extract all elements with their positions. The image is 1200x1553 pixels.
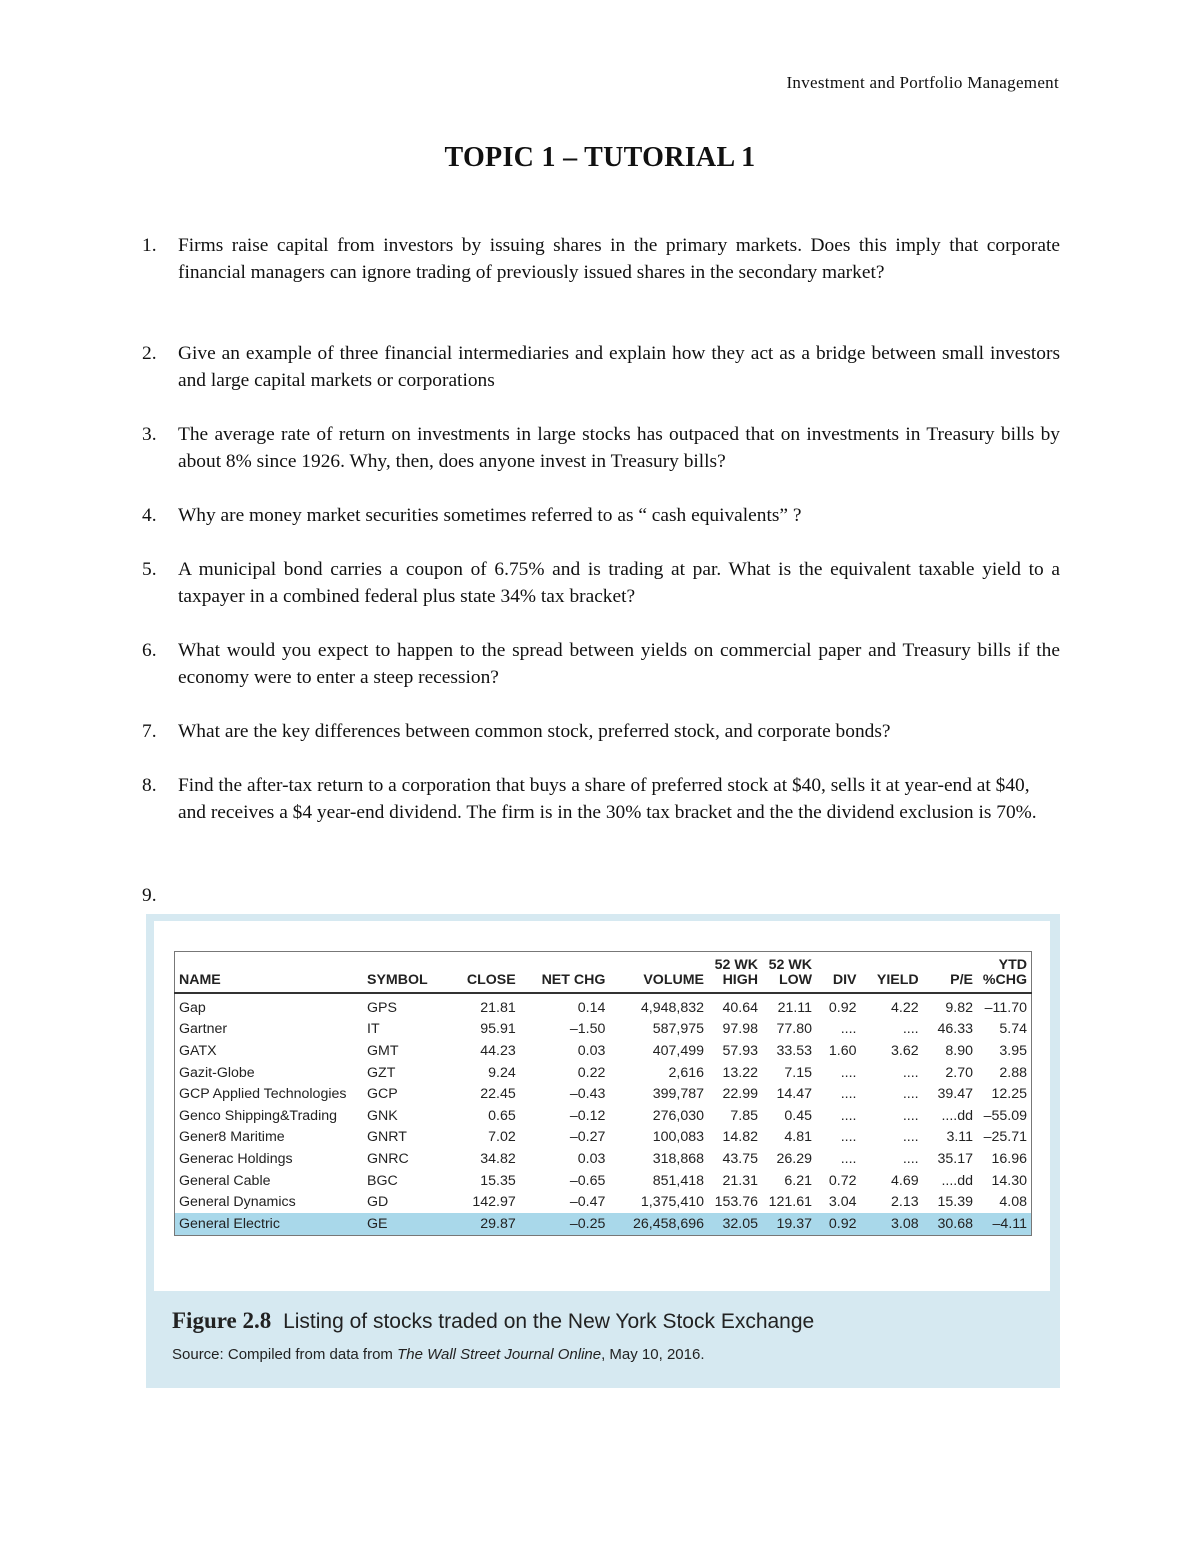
figure-caption [172, 1308, 814, 1363]
column-header: 52 WK HIGH [708, 952, 762, 994]
volume-cell: 407,499 [652, 1042, 705, 1059]
table-row [175, 993, 1032, 1019]
caption-source-line [172, 1346, 814, 1363]
dividend-cell: .... [840, 1129, 857, 1146]
question-number: 9. [142, 885, 157, 906]
table-row [175, 1191, 1032, 1213]
low-52wk-cell: 77.80 [776, 1021, 813, 1038]
ytd-change-cell: 16.96 [991, 1150, 1027, 1167]
column-header: 52 WK LOW [762, 952, 816, 994]
yield-cell: .... [902, 1086, 919, 1103]
volume-cell: 1,375,410 [640, 1194, 705, 1211]
question-item [142, 502, 1060, 556]
dividend-cell: 3.04 [828, 1194, 857, 1211]
column-header: P/E [923, 952, 977, 994]
dividend-cell: .... [840, 1107, 857, 1124]
close-cell: 21.81 [480, 999, 516, 1016]
column-header: NAME [175, 952, 364, 994]
column-header: VOLUME [609, 952, 708, 994]
close-cell: 22.45 [480, 1086, 516, 1103]
net-change-cell: –0.47 [569, 1194, 606, 1211]
low-52wk-cell: 33.53 [776, 1042, 813, 1059]
symbol-cell: GNK [367, 1107, 398, 1124]
question-item [142, 421, 1060, 502]
source-suffix: , May 10, 2016. [601, 1346, 705, 1363]
symbol-cell: GNRC [367, 1150, 409, 1167]
dividend-cell: 1.60 [828, 1042, 857, 1059]
yield-cell: .... [902, 1021, 919, 1038]
low-52wk-cell: 26.29 [776, 1150, 813, 1167]
close-cell: 34.82 [480, 1150, 516, 1167]
symbol-cell: GE [363, 1213, 449, 1235]
ytd-change-cell: –55.09 [983, 1107, 1027, 1124]
caption-title-line [172, 1308, 814, 1334]
dividend-cell: .... [840, 1150, 857, 1167]
ytd-change-cell: 2.88 [999, 1064, 1027, 1081]
net-change-cell: –0.25 [520, 1213, 610, 1235]
dividend-cell: .... [840, 1064, 857, 1081]
column-header: YIELD [861, 952, 923, 994]
pe-cell: 39.47 [937, 1086, 973, 1103]
question-text: Give an example of three financial intermediaries and explain how they act as a bridge between small investors and large capital markets or corporations [178, 343, 1060, 391]
symbol-cell: GD [367, 1194, 389, 1211]
table-row [175, 1170, 1032, 1192]
column-header: CLOSE [449, 952, 520, 994]
close-cell: 95.91 [480, 1021, 516, 1038]
pe-cell: ....dd [941, 1107, 973, 1124]
symbol-cell: GZT [367, 1064, 396, 1081]
pe-cell: 3.11 [946, 1129, 973, 1146]
question-item [142, 718, 1060, 772]
pe-cell: 15.39 [937, 1194, 973, 1211]
question-text: What would you expect to happen to the spread between yields on commercial paper and Treasury bills if the economy were to enter a steep recession? [178, 640, 1060, 688]
page-title: TOPIC 1 – TUTORIAL 1 [444, 142, 756, 173]
net-change-cell: –0.65 [569, 1172, 606, 1189]
source-publication: The Wall Street Journal Online [397, 1346, 602, 1363]
figure-label: Figure 2.8 [172, 1308, 272, 1333]
high-52wk-cell: 22.99 [722, 1086, 759, 1103]
pe-cell: 9.82 [945, 999, 973, 1016]
column-header: DIV [816, 952, 860, 994]
table-row [175, 1105, 1032, 1127]
question-number: 5. [142, 559, 157, 580]
ytd-change-cell: 14.30 [991, 1172, 1027, 1189]
close-cell: 9.24 [488, 1064, 516, 1081]
question-item [142, 340, 1060, 421]
question-item [142, 232, 1060, 340]
low-52wk-cell: 19.37 [762, 1213, 816, 1235]
table-row [175, 1062, 1032, 1084]
pe-cell: 8.90 [945, 1042, 973, 1059]
stock-name-cell: General Dynamics [179, 1194, 296, 1211]
close-cell: 15.35 [480, 1172, 516, 1189]
close-cell: 29.87 [449, 1213, 520, 1235]
symbol-cell: BGC [367, 1172, 398, 1189]
table-row [175, 1127, 1032, 1149]
net-change-cell: 0.14 [577, 999, 606, 1016]
pe-cell: 46.33 [937, 1021, 973, 1038]
question-number: 3. [142, 424, 157, 445]
close-cell: 142.97 [472, 1194, 516, 1211]
stock-name-cell: Gartner [179, 1021, 228, 1038]
ytd-change-cell: –11.70 [984, 999, 1027, 1016]
volume-cell: 100,083 [652, 1129, 705, 1146]
question-text: Find the after-tax return to a corporation that buys a share of preferred stock at $40, sells it at year-end at $40, and receives a $4 year-end dividend. The firm is in the 30% tax bracket and the the dividend exclusion is 70%. [178, 775, 1037, 823]
question-text: What are the key differences between common stock, preferred stock, and corporate bonds? [178, 721, 891, 742]
pe-cell: ....dd [941, 1172, 973, 1189]
net-change-cell: 0.03 [577, 1150, 606, 1167]
dividend-cell: 0.92 [816, 1213, 860, 1235]
table-header-row [175, 952, 1032, 994]
pe-cell: 30.68 [923, 1213, 977, 1235]
net-change-cell: 0.03 [577, 1042, 606, 1059]
high-52wk-cell: 40.64 [722, 999, 759, 1016]
table-row [175, 1213, 1032, 1235]
figure-title: Listing of stocks traded on the New York Stock Exchange [283, 1310, 815, 1333]
stock-name-cell: Gazit-Globe [179, 1064, 255, 1081]
symbol-cell: IT [367, 1021, 380, 1038]
volume-cell: 587,975 [652, 1021, 705, 1038]
question-number: 8. [142, 775, 157, 796]
stock-name-cell: Gener8 Maritime [179, 1129, 285, 1146]
low-52wk-cell: 0.45 [784, 1107, 813, 1124]
table-row [175, 1019, 1032, 1041]
pe-cell: 2.70 [945, 1064, 973, 1081]
symbol-cell: GNRT [367, 1129, 407, 1146]
ytd-change-cell: –25.71 [983, 1129, 1027, 1146]
close-cell: 0.65 [488, 1107, 516, 1124]
dividend-cell: 0.72 [828, 1172, 857, 1189]
yield-cell: .... [902, 1129, 919, 1146]
question-text: The average rate of return on investments in large stocks has outpaced that on investments in Treasury bills by about 8% since 1926. Why, then, does anyone invest in Treasury bills? [178, 424, 1060, 472]
question-item [142, 772, 1060, 826]
high-52wk-cell: 97.98 [722, 1021, 759, 1038]
question-number: 7. [142, 721, 157, 742]
yield-cell: 4.22 [891, 999, 919, 1016]
pe-cell: 35.17 [937, 1150, 973, 1167]
column-header: YTD %CHG [977, 952, 1032, 994]
ytd-change-cell: 4.08 [999, 1194, 1027, 1211]
low-52wk-cell: 121.61 [768, 1194, 813, 1211]
low-52wk-cell: 7.15 [784, 1064, 813, 1081]
source-prefix: Source: Compiled from data from [172, 1346, 398, 1363]
high-52wk-cell: 57.93 [722, 1042, 759, 1059]
yield-cell: .... [902, 1150, 919, 1167]
low-52wk-cell: 21.11 [777, 999, 813, 1016]
high-52wk-cell: 32.05 [708, 1213, 762, 1235]
question-number: 1. [142, 235, 157, 256]
volume-cell: 276,030 [652, 1107, 705, 1124]
high-52wk-cell: 7.85 [730, 1107, 759, 1124]
high-52wk-cell: 43.75 [722, 1150, 759, 1167]
question-number: 2. [142, 343, 157, 364]
net-change-cell: –0.27 [569, 1129, 606, 1146]
volume-cell: 4,948,832 [640, 999, 705, 1016]
question-number: 4. [142, 505, 157, 526]
question-text: Firms raise capital from investors by issuing shares in the primary markets. Does this imply that corporate financial managers can ignore trading of previously issued shares in the secondary market? [178, 235, 1060, 283]
symbol-cell: GCP [367, 1086, 398, 1103]
dividend-cell: .... [840, 1021, 857, 1038]
stock-name-cell: GATX [179, 1042, 217, 1059]
low-52wk-cell: 4.81 [784, 1129, 813, 1146]
volume-cell: 2,616 [668, 1064, 705, 1081]
close-cell: 7.02 [488, 1129, 516, 1146]
volume-cell: 318,868 [652, 1150, 705, 1167]
question-text: Why are money market securities sometimes referred to as “ cash equivalents” ? [178, 505, 802, 526]
volume-cell: 851,418 [652, 1172, 705, 1189]
stock-listing-table [174, 951, 1032, 1236]
stock-name-cell: Gap [179, 999, 206, 1016]
column-header: NET CHG [520, 952, 610, 994]
symbol-cell: GPS [367, 999, 397, 1016]
yield-cell: 2.13 [891, 1194, 919, 1211]
low-52wk-cell: 14.47 [776, 1086, 813, 1103]
column-header: SYMBOL [363, 952, 449, 994]
net-change-cell: –1.50 [569, 1021, 606, 1038]
table-row [175, 1148, 1032, 1170]
table-row [175, 1040, 1032, 1062]
yield-cell: 3.08 [861, 1213, 923, 1235]
stock-name-cell: Genco Shipping&Trading [179, 1107, 338, 1124]
question-item [142, 556, 1060, 637]
ytd-change-cell: 5.74 [999, 1021, 1027, 1038]
question-number: 6. [142, 640, 157, 661]
low-52wk-cell: 6.21 [784, 1172, 813, 1189]
table-row [175, 1083, 1032, 1105]
yield-cell: .... [902, 1064, 919, 1081]
ytd-change-cell: 12.25 [991, 1086, 1027, 1103]
question-list [142, 232, 1060, 826]
question-item [142, 637, 1060, 718]
high-52wk-cell: 13.22 [722, 1064, 759, 1081]
stock-name-cell: General Cable [179, 1172, 271, 1189]
volume-cell: 399,787 [652, 1086, 705, 1103]
net-change-cell: 0.22 [577, 1064, 606, 1081]
net-change-cell: –0.12 [569, 1107, 606, 1124]
stock-name-cell: GCP Applied Technologies [179, 1086, 347, 1103]
stock-name-cell: Generac Holdings [179, 1150, 293, 1167]
yield-cell: 3.62 [891, 1042, 919, 1059]
ytd-change-cell: –4.11 [977, 1213, 1032, 1235]
dividend-cell: 0.92 [828, 999, 857, 1016]
close-cell: 44.23 [480, 1042, 516, 1059]
dividend-cell: .... [840, 1086, 857, 1103]
stock-name-cell: General Electric [175, 1213, 364, 1235]
net-change-cell: –0.43 [569, 1086, 606, 1103]
question-text: A municipal bond carries a coupon of 6.75% and is trading at par. What is the equivalent taxable yield to a taxpayer in a combined federal plus state 34% tax bracket? [178, 559, 1060, 607]
high-52wk-cell: 14.82 [722, 1129, 759, 1146]
course-header: Investment and Portfolio Management [786, 73, 1059, 92]
yield-cell: .... [902, 1107, 919, 1124]
high-52wk-cell: 153.76 [714, 1194, 759, 1211]
volume-cell: 26,458,696 [609, 1213, 708, 1235]
symbol-cell: GMT [367, 1042, 399, 1059]
ytd-change-cell: 3.95 [999, 1042, 1027, 1059]
yield-cell: 4.69 [891, 1172, 919, 1189]
high-52wk-cell: 21.31 [722, 1172, 759, 1189]
